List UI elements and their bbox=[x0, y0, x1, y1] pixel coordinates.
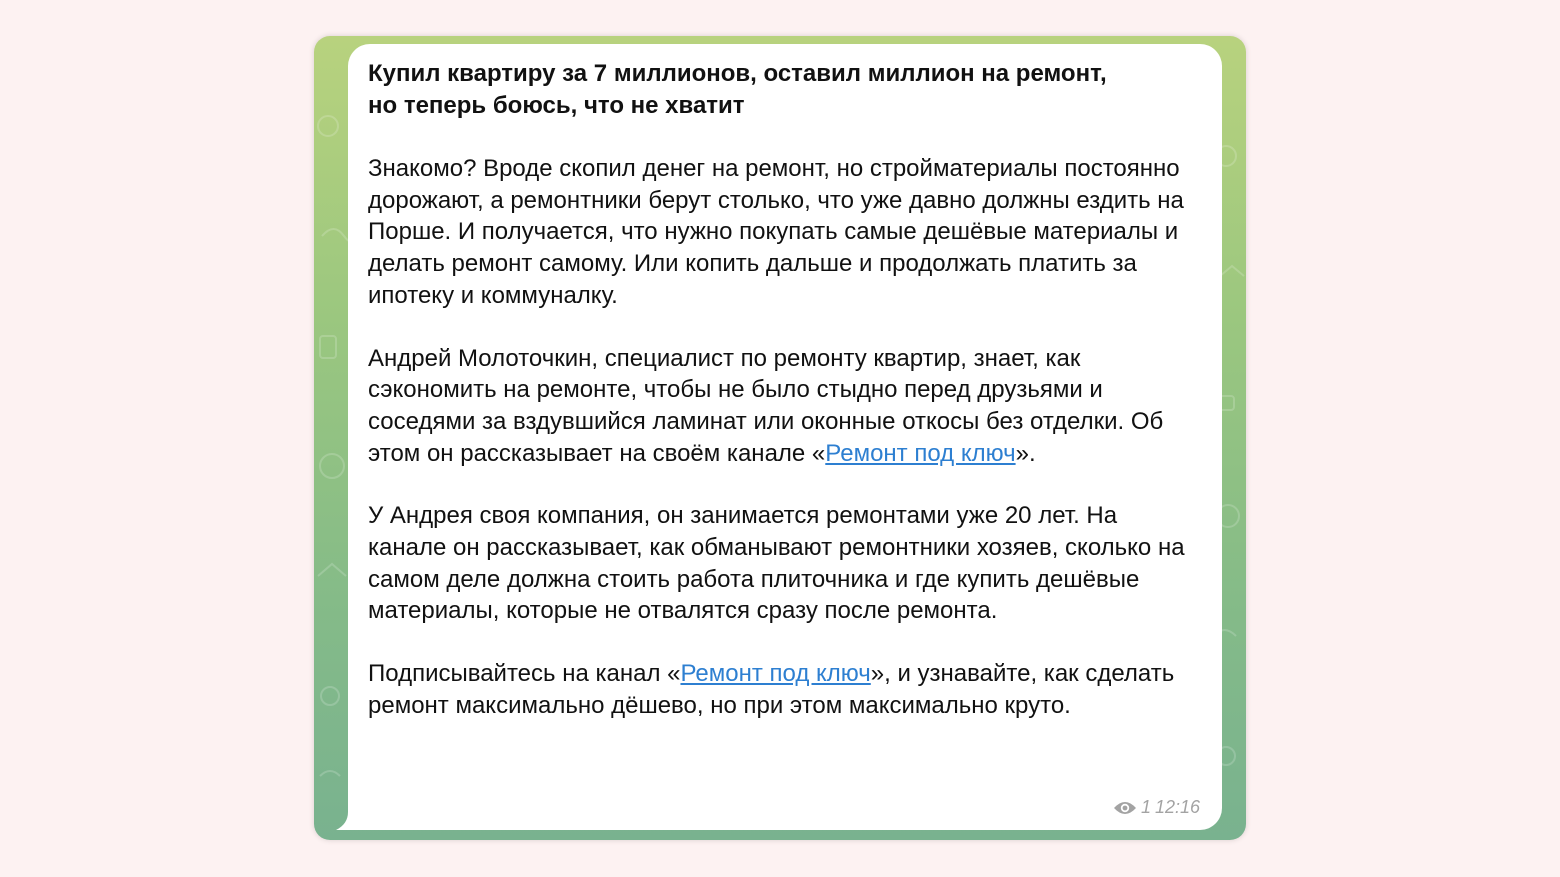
paragraph-2-text: Андрей Молоточкин, специалист по ремонту квартир, знает, как сэкономить на ремонте, чтобы не было стыдно перед друзьями и соседями за вздувшийся ламинат или оконные откосы без отделки. Об этом он рассказывает на своём канале « bbox=[368, 344, 1164, 467]
paragraph-4-tail: », и узнавайте, как сделать ремонт максимально дёшево, но при этом максимально круто. bbox=[368, 660, 1175, 719]
view-count: 1 bbox=[1140, 797, 1151, 817]
message-paragraph-1: Знакомо? Вроде скопил денег на ремонт, но стройматериалы постоянно дорожают, а ремонтники берут столько, что уже давно должны ездить на Порше. И получается, что нужно покупать самые дешёвые материалы и делать ремонт самому. Или копить дальше и продолжать платить за ипотеку и коммуналку. bbox=[368, 155, 1184, 309]
message-title: Купил квартиру за 7 миллионов, оставил миллион на ремонт, но теперь боюсь, что не хватит bbox=[368, 60, 1107, 119]
eye-icon bbox=[1113, 800, 1137, 816]
channel-link[interactable]: Ремонт под ключ bbox=[825, 439, 1016, 467]
paragraph-4-text: Подписывайтесь на канал « bbox=[368, 660, 681, 688]
message-bubble bbox=[348, 44, 1222, 830]
channel-link-2[interactable]: Ремонт под ключ bbox=[680, 660, 871, 688]
message-time: 12:16 bbox=[1154, 797, 1200, 817]
message-paragraph-3: У Андрея своя компания, он занимается ремонтами уже 20 лет. На канале он рассказывает, как обманывают ремонтники хозяев, сколько на самом деле должна стоить работа плиточника и где купить дешёвые материалы, которые не отвалятся сразу после ремонта. bbox=[368, 502, 1185, 625]
message-paragraph-2 bbox=[368, 343, 1202, 470]
message-paragraph-4 bbox=[368, 658, 1202, 721]
message-meta bbox=[1113, 797, 1200, 818]
paragraph-2-tail: ». bbox=[1015, 439, 1036, 467]
